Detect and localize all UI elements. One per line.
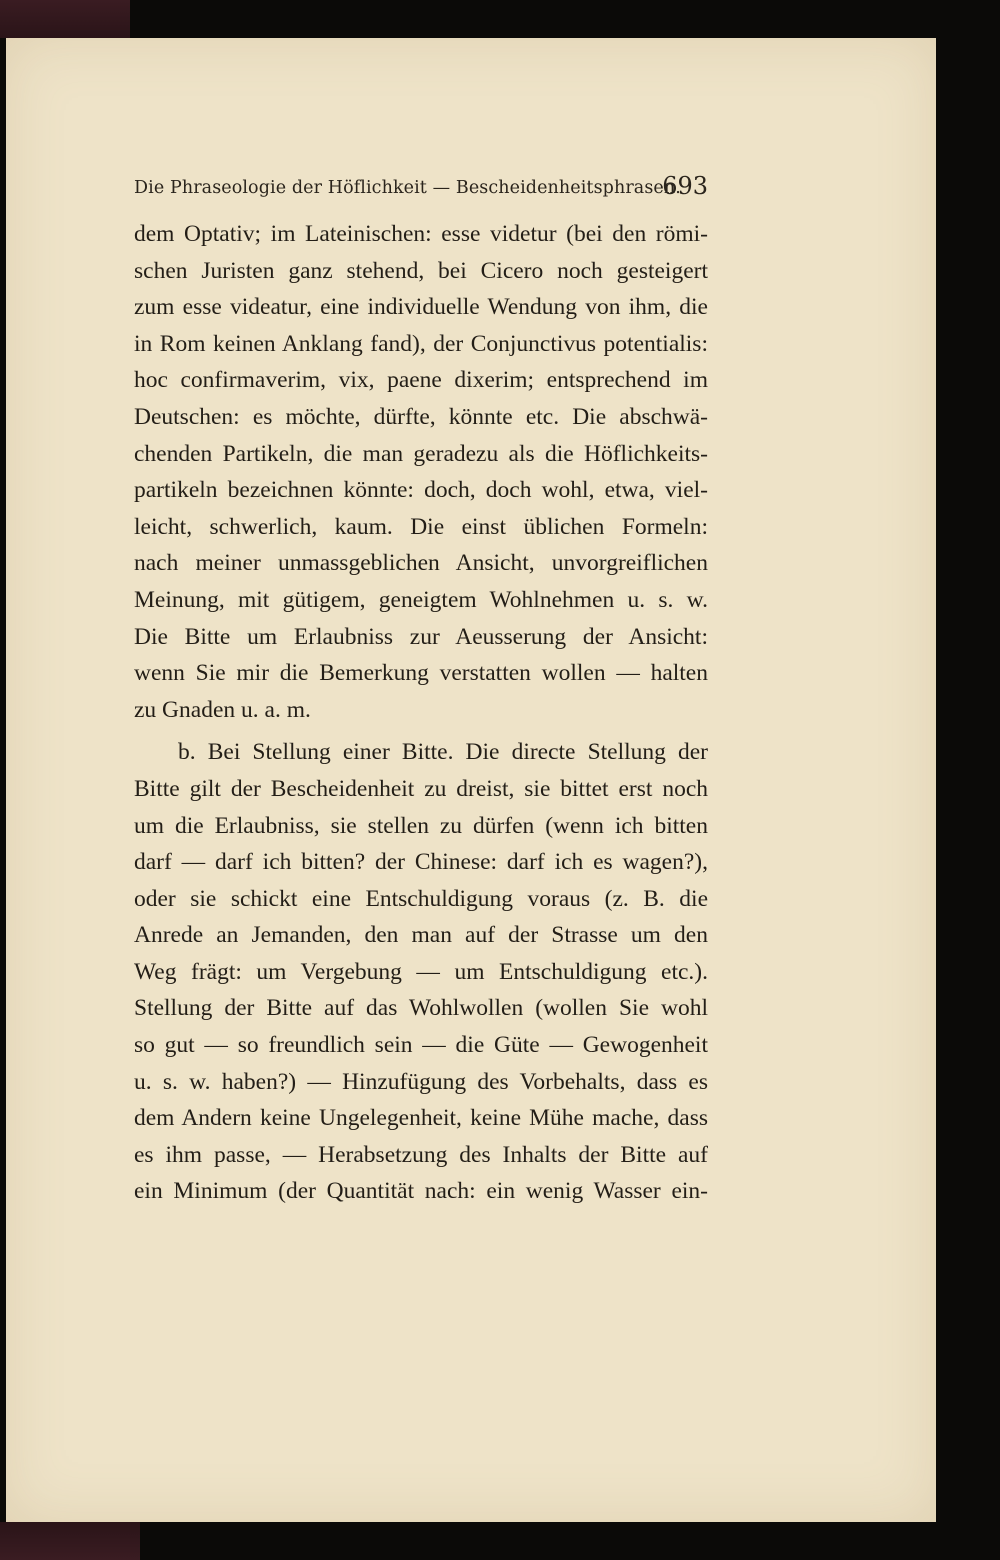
body-text: [134, 216, 708, 1210]
text-line: zu Gnaden u. a. m.: [134, 696, 311, 723]
text-line: u. s. w. haben?) — Hinzufügung des Vorbehalts, dass es: [134, 1068, 708, 1095]
text-line: wenn Sie mir die Bemerkung verstatten wollen — halten: [134, 660, 708, 687]
book-binding-bottom: [0, 1522, 140, 1560]
text-line: chenden Partikeln, die man geradezu als die Höflichkeits-: [134, 440, 708, 467]
running-head-title: Die Phraseologie der Höflichkeit — Bescheidenheitsphrasen.: [134, 178, 681, 198]
text-line: b. Bei Stellung einer Bitte. Die directe Stellung der: [178, 739, 708, 766]
text-line: Deutschen: es möchte, dürfte, könnte etc. Die abschwä-: [134, 403, 708, 430]
text-line: dem Optativ; im Lateinischen: esse videtur (bei den römi-: [134, 221, 708, 247]
text-line: partikeln bezeichnen könnte: doch, doch wohl, etwa, viel-: [134, 477, 708, 504]
text-line: Stellung der Bitte auf das Wohlwollen (wollen Sie wohl: [134, 995, 708, 1022]
text-line: in Rom keinen Anklang fand), der Conjunctivus potentialis:: [134, 330, 708, 357]
text-line: so gut — so freundlich sein — die Güte — Gewogenheit: [134, 1032, 708, 1059]
text-line: leicht, schwerlich, kaum. Die einst üblichen Formeln:: [134, 513, 708, 540]
text-line: nach meiner unmassgeblichen Ansicht, unvorgreiflichen: [134, 550, 708, 577]
paragraph-1: [134, 216, 708, 728]
text-line: um die Erlaubniss, sie stellen zu dürfen (wenn ich bitten: [134, 812, 708, 839]
text-line: Die Bitte um Erlaubniss zur Aeusserung der Ansicht:: [134, 623, 708, 650]
text-line: darf — darf ich bitten? der Chinese: darf ich es wagen?),: [134, 849, 708, 876]
text-line: hoc confirmaverim, vix, paene dixerim; entsprechend im: [134, 367, 708, 394]
text-line: ein Minimum (der Quantität nach: ein wenig Wasser ein-: [134, 1178, 708, 1205]
page-number: 693: [662, 172, 708, 200]
book-binding-top: [0, 0, 130, 38]
text-line: zum esse videatur, eine individuelle Wendung von ihm, die: [134, 294, 708, 321]
text-line: Weg frägt: um Vergebung — um Entschuldigung etc.).: [134, 958, 708, 985]
text-line: Meinung, mit gütigem, geneigtem Wohlnehmen u. s. w.: [134, 586, 708, 613]
text-line: Anrede an Jemanden, den man auf der Strasse um den: [134, 922, 708, 949]
running-head: [134, 172, 708, 208]
text-line: schen Juristen ganz stehend, bei Cicero noch gesteigert: [134, 257, 708, 284]
text-line: es ihm passe, — Herabsetzung des Inhalts der Bitte auf: [134, 1141, 708, 1168]
paragraph-2: [134, 734, 708, 1210]
text-line: dem Andern keine Ungelegenheit, keine Mühe mache, dass: [134, 1105, 708, 1132]
text-line: oder sie schickt eine Entschuldigung voraus (z. B. die: [134, 885, 708, 912]
text-line: Bitte gilt der Bescheidenheit zu dreist, sie bittet erst noch: [134, 775, 708, 802]
